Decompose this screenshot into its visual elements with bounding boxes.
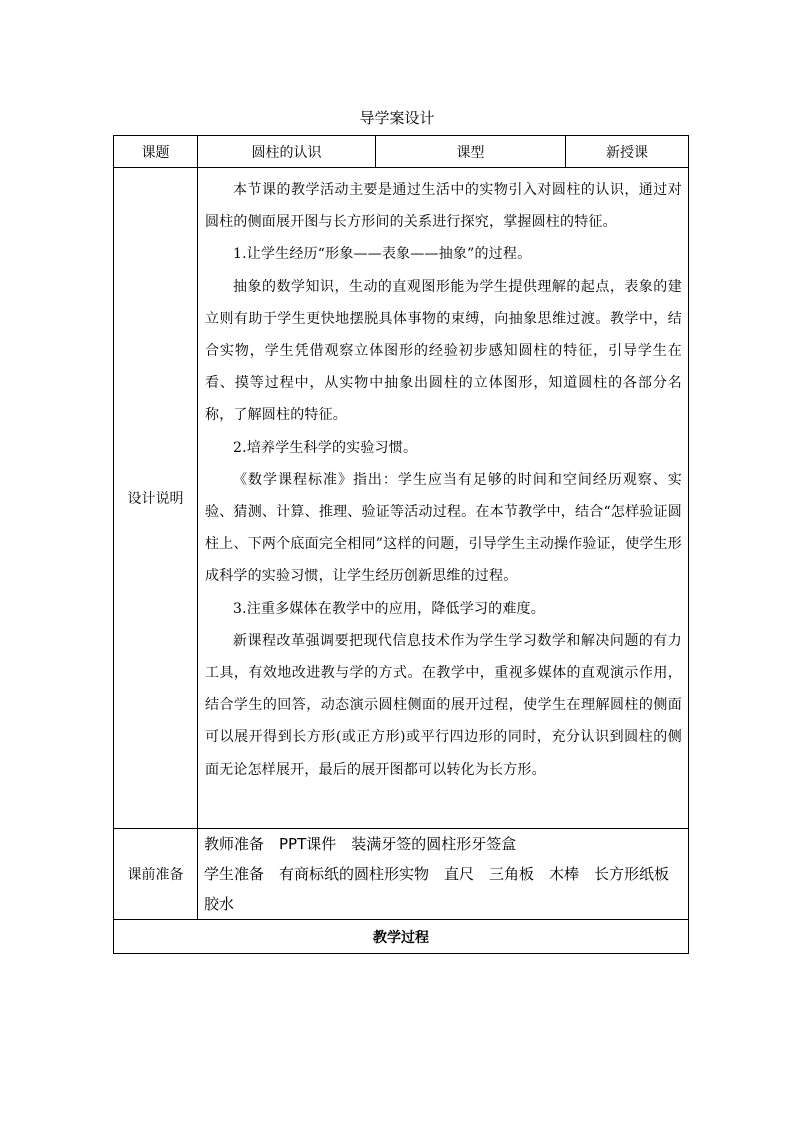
design-paragraph: 2.培养学生科学的实验习惯。 <box>233 439 418 456</box>
prep-content <box>198 829 689 920</box>
lesson-type-label: 课型 <box>376 136 566 168</box>
design-row <box>114 168 689 829</box>
topic-label: 课题 <box>114 136 198 168</box>
lesson-plan-table <box>113 135 689 954</box>
header-row <box>114 136 689 168</box>
design-content <box>198 168 689 829</box>
prep-label: 课前准备 <box>114 829 198 920</box>
student-prep: 学生准备 有商标纸的圆柱形实物 直尺 三角板 木棒 长方形纸板 胶水 <box>204 865 685 913</box>
lesson-type-value: 新授课 <box>566 136 689 168</box>
process-row <box>114 920 689 954</box>
process-heading: 教学过程 <box>114 920 689 954</box>
teacher-prep: 教师准备 PPT课件 装满牙签的圆柱形牙签盒 <box>204 835 517 853</box>
design-paragraph: 本节课的教学活动主要是通过生活中的实物引入对圆柱的认识，通过对圆柱的侧面展开图与长方形间的关系进行探究，掌握圆柱的特征。 <box>205 182 682 231</box>
design-paragraph: 《数学课程标准》指出：学生应当有足够的时间和空间经历观察、实验、猜测、计算、推理、验证等活动过程。在本节教学中，结合“怎样验证圆柱上、下两个底面完全相同”这样的问题，引导学生主动操作验证，使学生形成科学的实验习惯，让学生经历创新思维的过程。 <box>205 471 682 585</box>
design-label: 设计说明 <box>114 168 198 829</box>
design-paragraph: 3.注重多媒体在教学中的应用，降低学习的难度。 <box>233 600 545 617</box>
design-paragraph: 新课程改革强调要把现代信息技术作为学生学习数学和解决问题的有力工具，有效地改进教与学的方式。在教学中，重视多媒体的直观演示作用，结合学生的回答，动态演示圆柱侧面的展开过程，使学生在理解圆柱的侧面可以展开得到长方形(或正方形)或平行四边形的同时，充分认识到圆柱的侧面无论怎样展开，最后的展开图都可以转化为长方形。 <box>205 632 682 778</box>
design-paragraph: 抽象的数学知识，生动的直观图形能为学生提供理解的起点，表象的建立则有助于学生更快地摆脱具体事物的束缚，向抽象思维过渡。教学中，结合实物，学生凭借观察立体图形的经验初步感知圆柱的特征，引导学生在看、摸等过程中，从实物中抽象出圆柱的立体图形，知道圆柱的各部分名称，了解圆柱的特征。 <box>205 278 682 424</box>
prep-row <box>114 829 689 920</box>
page-title: 导学案设计 <box>359 109 435 127</box>
topic-value: 圆柱的认识 <box>198 136 376 168</box>
design-paragraph: 1.让学生经历“形象——表象——抽象”的过程。 <box>233 246 532 263</box>
